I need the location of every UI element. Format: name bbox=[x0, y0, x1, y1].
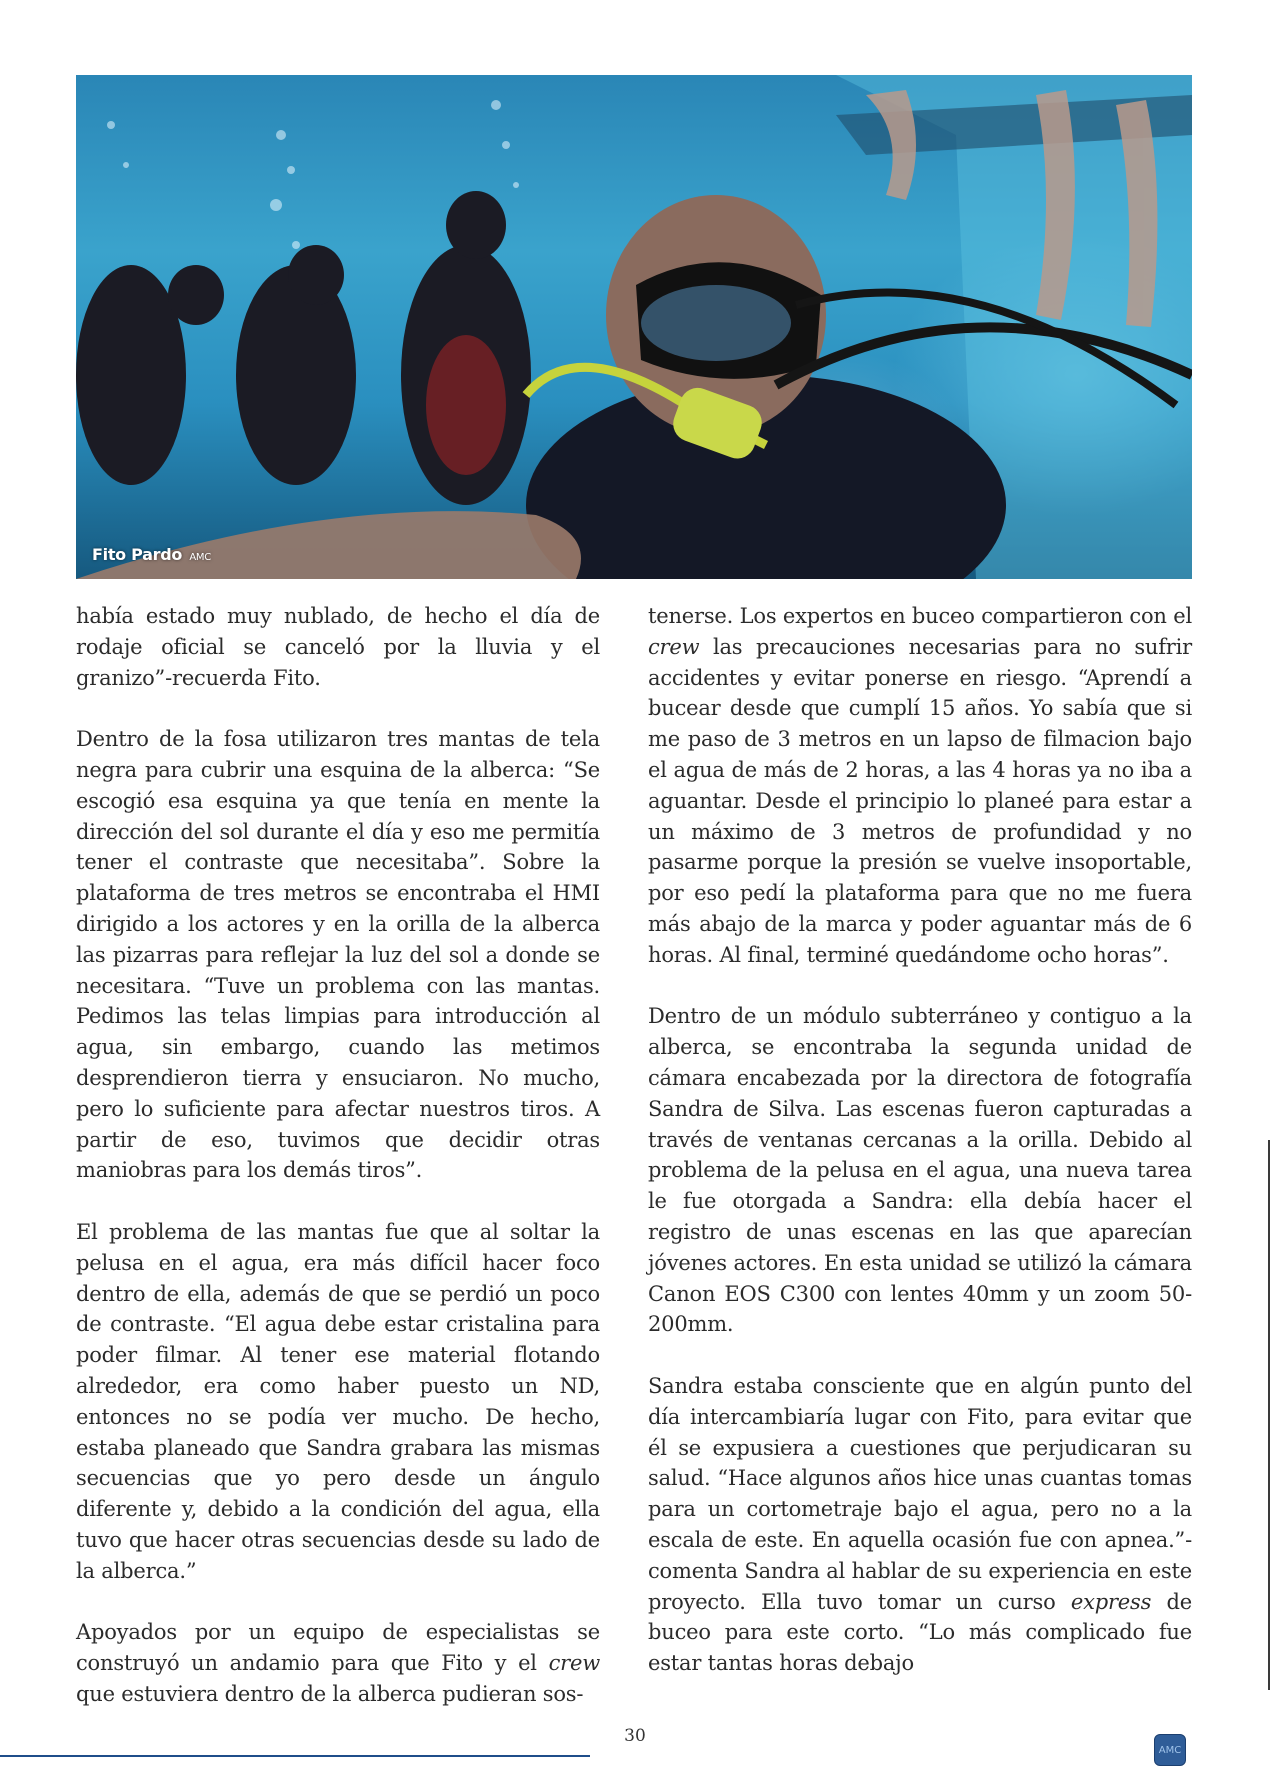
page-number: 30 bbox=[624, 1726, 646, 1746]
emphasis: crew bbox=[548, 1651, 600, 1676]
photo-credit-org: AMC bbox=[189, 552, 211, 563]
paragraph: Dentro de la fosa utilizaron tres mantas de tela negra para cubrir una esquina de la alberca: “Se escogió esa esquina ya que tenía en mente la dirección del sol durante el día y eso me permitía tener el contraste que necesitaba”. Sobre la plataforma de tres metros se encontraba el HMI dirigido a los actores y en la orilla de la alberca las pizarras para reflejar la luz del sol a donde se necesitara. “Tuve un problema con las mantas. Pedimos las telas limpias para introducción al agua, sin embargo, cuando las metimos desprendieron tierra y ensuciaron. No mucho, pero lo suficiente para afectar nuestros tiros. A partir de eso, tuvimos que decidir otras maniobras para los demás tiros”. bbox=[76, 727, 600, 1183]
paragraph: Dentro de un módulo subterráneo y contiguo a la alberca, se encontraba la segunda unidad de cámara encabezada por la directora de fotografía Sandra de Silva. Las escenas fueron capturadas a través de ventanas cercanas a la orilla. Debido al problema de la pelusa en el agua, una nueva tarea le fue otorgada a Sandra: ella debía hacer el registro de unas escenas en las que aparecían jóvenes actores. En esta unidad se utilizó la cámara Canon EOS C300 con lentes 40mm y un zoom 50-200mm. bbox=[648, 1004, 1192, 1337]
paragraph bbox=[76, 1617, 600, 1709]
paragraph: había estado muy nublado, de hecho el día de rodaje oficial se canceló por la lluvia y el granizo”-recuerda Fito. bbox=[76, 604, 600, 690]
text-run: de buceo para este corto. “Lo más complicado fue estar tantas horas debajo bbox=[648, 1589, 1193, 1676]
underwater-scene bbox=[76, 75, 1192, 579]
right-column bbox=[648, 601, 1192, 1710]
emphasis: crew bbox=[648, 634, 700, 659]
text-run: que estuviera dentro de la alberca pudieran sos- bbox=[76, 1681, 584, 1706]
emphasis: express bbox=[1070, 1589, 1152, 1614]
text-run: Sandra estaba consciente que en algún punto del día intercambiaría lugar con Fito, para evitar que él se expusiera a cuestiones que perjudicaran su salud. “Hace algunos años hice unas cuantas tomas para un cortometraje bajo el agua, pero no a la escala de este. En aquella ocasión fue con apnea.”- comenta Sandra al hablar de su experiencia en este proyecto. Ella tuvo tomar un curso bbox=[648, 1373, 1192, 1614]
text-run: Apoyados por un equipo de especialistas se construyó un andamio para que Fito y el bbox=[76, 1620, 600, 1676]
text-run: tenerse. Los expertos en buceo compartieron con el bbox=[648, 604, 1192, 628]
paragraph bbox=[648, 601, 1192, 971]
photo-credit-name: Fito Pardo bbox=[92, 545, 183, 564]
amc-logo-icon: AMC bbox=[1154, 1734, 1186, 1766]
underwater-photo bbox=[76, 75, 1192, 579]
footer-rule bbox=[0, 1755, 590, 1757]
left-column bbox=[76, 601, 600, 1740]
paragraph: El problema de las mantas fue que al soltar la pelusa en el agua, era más difícil hacer foco dentro de ella, además de que se perdió un poco de contraste. “El agua debe estar cristalina para poder filmar. Al tener ese material flotando alrededor, era como haber puesto un ND, entonces no se podía ver mucho. De hecho, estaba planeado que Sandra grabara las mismas secuencias que yo pero desde un ángulo diferente y, debido a la condición del agua, ella tuvo que hacer otras secuencias desde su lado de la alberca.” bbox=[76, 1219, 600, 1583]
photo-credit bbox=[92, 545, 211, 564]
paragraph bbox=[648, 1371, 1192, 1679]
text-run: las precauciones necesarias para no sufrir accidentes y evitar ponerse en riesgo. “Aprendí a bucear desde que cumplí 15 años. Yo sabía que si me paso de 3 metros en un lapso de filmacion bajo el agua de más de 2 horas, a las 4 horas ya no iba a aguantar. Desde el principio lo planeé para estar a un máximo de 3 metros de profundidad y no pasarme porque la presión se vuelve insoportable, por eso pedí la plataforma para que no me fuera más abajo de la marca y poder aguantar más de 6 horas. Al final, terminé quedándome ocho horas”. bbox=[648, 634, 1192, 967]
